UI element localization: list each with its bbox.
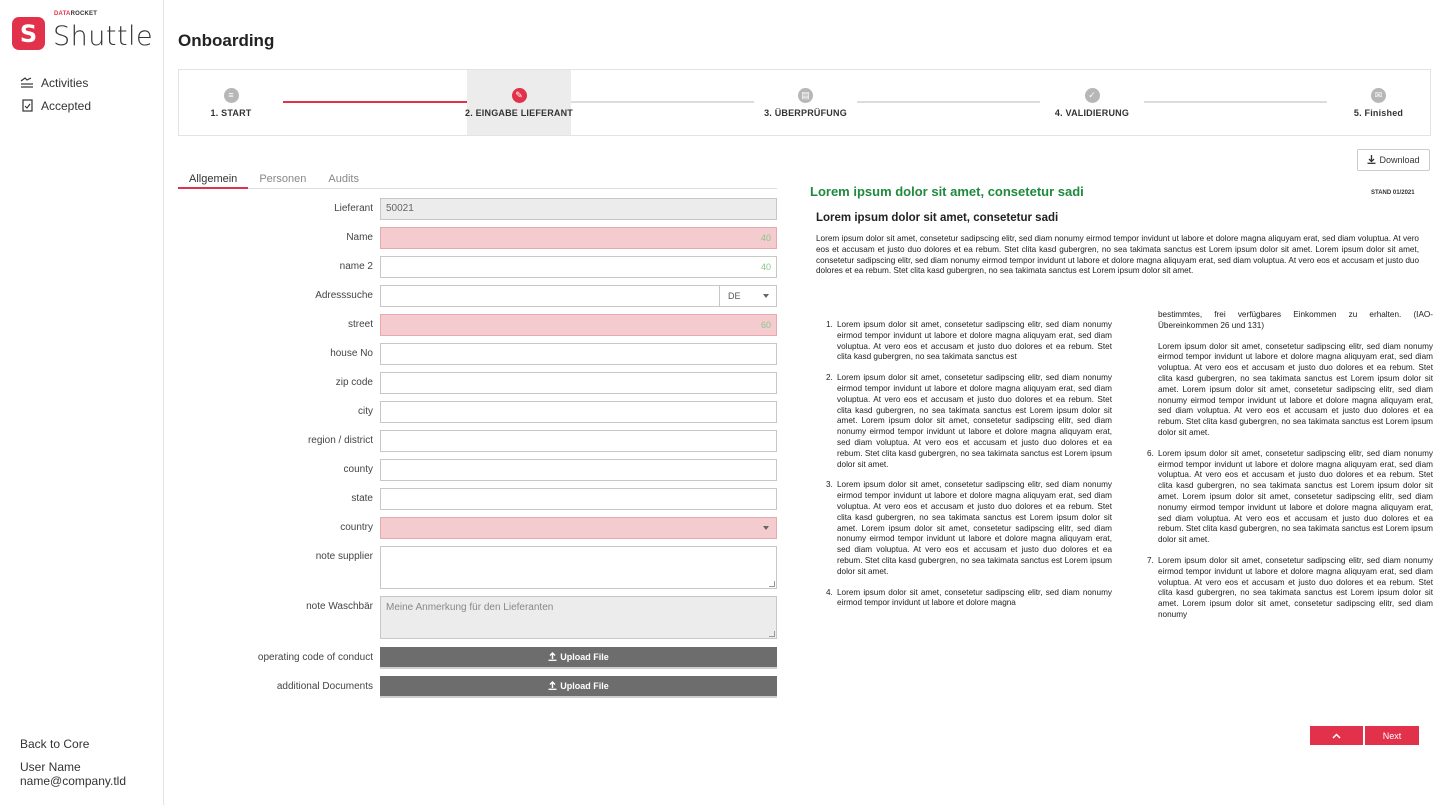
document-list-item [826, 373, 1112, 470]
step-label: 4. VALIDIERUNG [1054, 107, 1130, 118]
name-input[interactable] [380, 227, 777, 249]
logo-small-data: DATA [54, 11, 71, 17]
tab-audits[interactable]: Audits [328, 173, 359, 185]
step-ueberpruefung[interactable] [754, 70, 857, 135]
street-input[interactable] [380, 314, 777, 336]
step-validierung[interactable] [1040, 70, 1144, 135]
field-label: Lieferant [334, 203, 373, 214]
field-label: state [351, 493, 373, 504]
form-tabs [178, 168, 777, 189]
field-label: country [340, 522, 373, 533]
sidebar-item-label: Accepted [41, 98, 92, 113]
step-connector [571, 101, 754, 103]
form-row-house-no [178, 343, 777, 365]
sidebar-nav [20, 71, 91, 117]
field-label: street [347, 319, 373, 330]
logo-text [53, 11, 154, 53]
logo-small-rocket: ROCKET [70, 11, 98, 17]
field-label: Name [346, 232, 373, 243]
form-row-county [178, 459, 777, 481]
list-number: 2. [826, 373, 833, 383]
sidebar [0, 0, 164, 805]
tab-allgemein[interactable]: Allgemein [178, 168, 248, 189]
document-heading: Lorem ipsum dolor sit amet, consetetur sadi [810, 184, 1084, 199]
list-item-text: Lorem ipsum dolor sit amet, consetetur sadipscing elitr, sed diam nonumy eirmod tempor invidunt ut labore et dolore magna aliquyam erat, sed diam voluptua. At vero eos et accusam et justo duo dolores et ea rebum. Stet clita kasd gubergren, no sea takimata sanctus est Lorem ipsum dolor sit amet. Lorem ipsum dolor sit amet, consetetur sadipscing elitr, sed diam nonumy [1158, 555, 1433, 619]
document-column-left [826, 320, 1112, 695]
user-name: User Name [20, 760, 81, 774]
lieferant-field: 50021 [380, 198, 777, 220]
char-count: 40 [760, 233, 771, 243]
state-input[interactable] [380, 488, 777, 510]
upload-label: Upload File [560, 681, 609, 691]
step-connector-done [283, 101, 467, 103]
list-item-text: Lorem ipsum dolor sit amet, consetetur sadipscing elitr, sed diam nonumy eirmod tempor invidunt ut labore et dolore magna aliquyam erat, sed diam voluptua. At vero eos et accusam et justo duo dolores et ea rebum. Stet clita kasd gubergren, no sea takimata sanctus est Lorem ipsum dolor sit amet. Lorem ipsum dolor sit amet, consetetur sadipscing elitr, sed diam nonumy eirmod tempor invidunt ut labore et dolore magna aliquyam erat, sed diam voluptua. At vero eos et accusam et justo duo dolores et ea rebum. Stet clita kasd gubergren, no sea takimata sanctus est Lorem ipsum dolor sit amet. [1158, 448, 1433, 545]
tab-personen[interactable]: Personen [259, 173, 307, 185]
upload-icon [548, 652, 557, 663]
list-item-text: Lorem ipsum dolor sit amet, consetetur sadipscing elitr, sed diam nonumy eirmod tempor invidunt ut labore et dolore magna aliquyam erat, sed diam voluptua. At vero eos et accusam et justo duo dolores et ea rebum. Stet clita kasd gubergren, no sea takimata sanctus est Lorem ipsum dolor sit amet. Lorem ipsum dolor sit amet, consetetur sadipscing elitr, sed diam nonumy eirmod tempor invidunt ut labore et dolore magna aliquyam erat, sed diam voluptua. At vero eos et accusam et justo duo dolores et ea rebum. Stet clita kasd gubergren, no sea takimata sanctus est Lorem ipsum dolor sit amet. [837, 480, 1112, 576]
field-label: county [343, 464, 373, 475]
download-button[interactable] [1357, 149, 1430, 171]
onboarding-stepper [178, 69, 1431, 136]
form-row-zip [178, 372, 777, 394]
download-icon [1367, 155, 1376, 166]
list-number: 3. [826, 480, 833, 490]
country-code-select[interactable] [719, 286, 776, 306]
upload-code-of-conduct-button[interactable] [380, 647, 777, 669]
upload-icon [548, 681, 557, 692]
chevron-up-icon [1332, 731, 1341, 741]
logo-small-brand [54, 11, 97, 17]
sidebar-item-accepted[interactable] [20, 94, 91, 117]
note-waschbaer-textarea[interactable] [380, 596, 777, 639]
form-row-region [178, 430, 777, 452]
field-label: name 2 [339, 261, 373, 272]
form-row-name [178, 227, 777, 249]
step-label: 2. EINGABE LIEFERANT [465, 107, 574, 118]
chevron-down-icon [763, 294, 769, 298]
house-no-input[interactable] [380, 343, 777, 365]
list-number: 6. [1147, 448, 1154, 458]
resize-handle-icon[interactable] [769, 581, 775, 587]
char-count: 40 [760, 262, 771, 272]
list-number: 7. [1147, 555, 1154, 565]
field-label: additional Documents [276, 681, 373, 692]
field-label: note Waschbär [306, 601, 373, 612]
field-label: Adresssuche [315, 290, 373, 301]
country-code-value: DE [728, 291, 741, 301]
resize-handle-icon[interactable] [769, 631, 775, 637]
step-label: 1. START [210, 107, 252, 118]
sidebar-item-label: Activities [41, 75, 89, 90]
zip-code-input[interactable] [380, 372, 777, 394]
step-start[interactable] [179, 70, 283, 135]
document-list-item [1147, 449, 1433, 546]
document-paragraph: Lorem ipsum dolor sit amet, consetetur sadipscing elitr, sed diam nonumy eirmod tempor invidunt ut labore et dolore magna aliquyam erat, sed diam voluptua. At vero eos et accusam et justo duo dolores et ea rebum. Stet clita kasd gubergren, no sea takimata sanctus est Lorem ipsum dolor sit amet. Lorem ipsum dolor sit amet, consetetur sadipscing elitr, sed diam nonumy eirmod tempor invidunt ut labore et dolore magna aliquyam erat, sed diam voluptua. At vero eos et accusam et justo duo dolores et ea rebum. Stet clita kasd gubergren, no sea takimata sanctus est Lorem ipsum dolor sit amet. [1158, 341, 1433, 437]
country-select[interactable] [380, 517, 777, 539]
scroll-up-button[interactable] [1310, 726, 1363, 745]
county-input[interactable] [380, 459, 777, 481]
logo-badge: S [12, 17, 45, 50]
field-label: region / district [307, 435, 373, 446]
step-label: 3. ÜBERPRÜFUNG [764, 107, 847, 118]
app-logo[interactable] [12, 11, 154, 53]
list-item-text: Lorem ipsum dolor sit amet, consetetur sadipscing elitr, sed diam nonumy eirmod tempor invidunt ut labore et dolore magna aliquyam erat, sed diam voluptua. At vero eos et accusam et justo duo dolores et ea rebum. Stet clita kasd gubergren, no sea takimata sanctus est [837, 320, 1112, 362]
form-row-adresssuche [178, 285, 777, 307]
city-input[interactable] [380, 401, 777, 423]
page-title: Onboarding [178, 31, 275, 50]
step-connector [1144, 101, 1327, 103]
form-row-additional-docs [178, 676, 777, 698]
finish-icon: ✉ [1371, 88, 1386, 103]
form-row-street [178, 314, 777, 336]
document-column-right [1147, 310, 1433, 695]
back-to-core-link[interactable]: Back to Core [20, 737, 90, 751]
form-row-lieferant [178, 198, 777, 220]
form-row-note-waschbaer [178, 596, 777, 639]
field-label: house No [330, 348, 373, 359]
step-connector [857, 101, 1040, 103]
name2-input[interactable] [380, 256, 777, 278]
user-email: name@company.tld [20, 774, 127, 788]
form-row-city [178, 401, 777, 423]
step-finished[interactable] [1327, 70, 1430, 135]
form-row-note-supplier [178, 546, 777, 589]
document-list-item [826, 320, 1112, 363]
document-list-item [826, 588, 1112, 610]
sidebar-item-activities[interactable] [20, 71, 91, 94]
list-item-text: Lorem ipsum dolor sit amet, consetetur sadipscing elitr, sed diam nonumy eirmod tempor invidunt ut labore et dolore magna aliquyam erat, sed diam voluptua. At vero eos et accusam et justo duo dolores et ea rebum. Stet clita kasd gubergren, no sea takimata sanctus est Lorem ipsum dolor sit amet. Lorem ipsum dolor sit amet, consetetur sadipscing elitr, sed diam nonumy eirmod tempor invidunt ut labore et dolore magna aliquyam erat, sed diam voluptua. At vero eos et accusam et justo duo dolores et ea rebum. Stet clita kasd gubergren, no sea takimata sanctus est Lorem ipsum dolor sit amet. [837, 373, 1112, 469]
form-row-name2 [178, 256, 777, 278]
document-continuation: bestimmtes, frei verfügbares Einkommen zu erhalten. (IAO-Übereinkommen 26 und 131) [1158, 310, 1433, 330]
field-label: operating code of conduct [257, 652, 373, 663]
document-list-item [1147, 556, 1433, 621]
textarea-placeholder: Meine Anmerkung für den Lieferanten [386, 602, 554, 613]
list-item-text: Lorem ipsum dolor sit amet, consetetur sadipscing elitr, sed diam nonumy eirmod tempor invidunt ut labore et dolore magna [837, 587, 1112, 608]
step-eingabe-lieferant[interactable] [465, 70, 574, 135]
activities-icon [20, 76, 34, 90]
document-list-item [826, 480, 1112, 577]
field-label: note supplier [315, 551, 373, 562]
chevron-down-icon [763, 526, 769, 530]
form-row-state [178, 488, 777, 510]
document-intro: Lorem ipsum dolor sit amet, consetetur sadipscing elitr, sed diam nonumy eirmod tempor invidunt ut labore et dolore magna aliquyam erat, sed diam voluptua. At vero eos et accusam et justo duo dolores et ea rebum. Stet clita kasd gubergren, no sea takimata sanctus est Lorem ipsum dolor sit amet. Lorem ipsum dolor sit amet, consetetur sadipscing elitr, sed diam nonumy eirmod tempor invidunt ut labore et dolore magna aliquyam erat, sed diam voluptua. At vero eos et accusam et justo duo dolores et ea rebum. Stet clita kasd gubergren, no sea takimata sanctus est Lorem ipsum dolor sit amet. [816, 234, 1419, 276]
list-number: 1. [826, 320, 833, 329]
document-check-icon [20, 99, 34, 113]
field-label: zip code [335, 377, 373, 388]
review-icon: ▤ [798, 88, 813, 103]
form-row-country [178, 517, 777, 539]
address-search-input[interactable] [380, 285, 777, 307]
char-count: 60 [760, 320, 771, 330]
list-number: 4. [826, 587, 833, 597]
document-subheading: Lorem ipsum dolor sit amet, consetetur sadi [816, 212, 1059, 224]
upload-label: Upload File [560, 652, 609, 662]
step-label: 5. Finished [1353, 107, 1404, 118]
note-supplier-textarea[interactable] [380, 546, 777, 589]
logo-name: Shuttle [53, 21, 154, 52]
document-stand: STAND 01/2021 [1371, 190, 1415, 196]
check-icon: ✓ [1085, 88, 1100, 103]
region-input[interactable] [380, 430, 777, 452]
list-icon: ≡ [224, 88, 239, 103]
pencil-icon: ✎ [512, 88, 527, 103]
form-row-code-of-conduct [178, 647, 777, 669]
next-button[interactable]: Next [1365, 726, 1419, 745]
upload-additional-documents-button[interactable] [380, 676, 777, 698]
download-label: Download [1379, 155, 1420, 165]
field-label: city [358, 406, 373, 417]
